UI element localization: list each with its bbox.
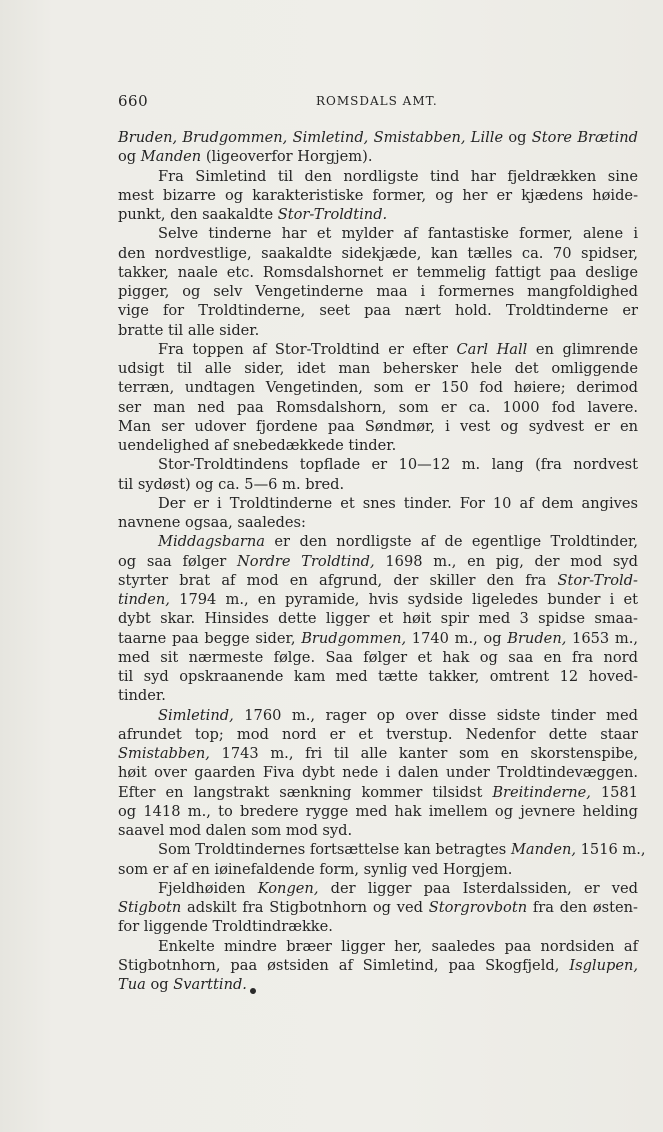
text-line: [118, 609, 638, 628]
text-line: [118, 205, 638, 224]
text-line: [118, 840, 646, 859]
text-segment: Man ser udover fjordene paa Søndmør, i vest og sydvest er en: [118, 417, 638, 435]
text-segment: mest bizarre og karakteristiske former, og her er kjædens høide-: [118, 186, 638, 204]
text-segment: adskilt fra Stigbotnhorn og ved: [181, 899, 429, 916]
body-text: [118, 128, 646, 994]
text-line: [118, 917, 638, 936]
text-segment: til syd opskraanende kam med tætte takker, omtrent 12 hoved-: [118, 668, 638, 685]
text-segment: for liggende Troldtindrække.: [118, 918, 333, 936]
text-segment: udsigt til alle sider, idet man behersker hele det omliggende: [118, 360, 638, 377]
text-segment: Fra toppen af Stor-Troldtind er efter: [158, 340, 457, 358]
text-line: [118, 802, 638, 821]
italic-text: Brudgommen,: [301, 629, 407, 647]
text-segment: Stor-Troldtindens topflade er 10—12 m. lang (fra nordvest: [158, 456, 638, 474]
text-segment: og: [145, 976, 174, 993]
text-line: [118, 956, 638, 975]
text-segment: (ligeoverfor Horgjem).: [201, 148, 373, 166]
text-segment: navnene ogsaa, saaledes:: [118, 514, 306, 531]
italic-text: Nordre Troldtind,: [237, 552, 375, 570]
italic-text: Storgrovbotn: [428, 899, 528, 916]
text-segment: 1698 m., en pig, der mod syd: [374, 552, 639, 570]
text-segment: taarne paa begge sider,: [118, 629, 302, 647]
italic-text: Stor-Troldtind.: [277, 206, 388, 223]
text-line: [118, 879, 638, 898]
text-line: [118, 725, 638, 744]
end-mark: [250, 988, 256, 994]
italic-text: Kongen,: [257, 879, 319, 897]
text-segment: Efter en langstrakt sænkning kommer tilsidst: [118, 783, 493, 801]
text-line: [118, 224, 638, 243]
text-segment: Stigbotnhorn, paa østsiden af Simletind, paa Skogfjeld,: [118, 956, 570, 974]
text-segment: afrundet top; mod nord er et tverstup. Nedenfor dette staar: [118, 725, 638, 743]
text-line: [118, 571, 638, 590]
italic-text: Tua: [118, 976, 146, 993]
text-segment: 1653 m.,: [566, 629, 638, 647]
text-segment: Enkelte mindre bræer ligger her, saaledes paa nordsiden af: [158, 937, 638, 955]
text-line: [118, 147, 638, 166]
text-segment: pigger, og selv Vengetinderne maa i formernes mangfoldighed: [118, 283, 638, 300]
text-segment: takker, naale etc. Romsdalshornet er temmelig fattigt paa deslige: [118, 263, 638, 281]
text-line: [118, 494, 638, 513]
text-line: [118, 975, 638, 994]
text-segment: høit over gaarden Fiva dybt nede i dalen under Troldtindevæggen.: [118, 764, 638, 782]
text-segment: Som Troldtindernes fortsættelse kan betragtes: [158, 841, 511, 859]
text-segment: bratte til alle sider.: [118, 321, 260, 339]
text-segment: 1760 m., rager op over disse sidste tinder med: [233, 706, 638, 724]
text-segment: fra den østen-: [527, 899, 638, 916]
text-line: [118, 282, 638, 301]
text-line: [118, 744, 638, 763]
text-line: [118, 359, 638, 378]
text-segment: 1516 m.,: [576, 841, 646, 859]
text-line: [118, 436, 638, 455]
italic-text: tinden,: [118, 591, 170, 608]
text-segment: den nordvestlige, saakaldte sidekjæde, kan tælles ca. 70 spidser,: [118, 244, 638, 262]
text-segment: 1743 m., fri til alle kanter som en skorstenspibe,: [209, 745, 638, 762]
italic-text: Stor-Trold-: [557, 571, 638, 589]
page-header: [118, 92, 640, 112]
italic-text: Store Brætind: [531, 129, 639, 146]
text-line: [118, 513, 638, 532]
text-line: [118, 629, 638, 648]
text-line: [118, 167, 638, 186]
text-segment: Fra Simletind til den nordligste tind har fjeldrækken sine: [158, 167, 638, 185]
text-line: [118, 340, 638, 359]
text-line: [118, 706, 638, 725]
italic-text: Bruden, Brudgommen, Simletind, Smistabben, Lille: [118, 129, 504, 146]
text-line: [118, 398, 638, 417]
text-segment: vige for Troldtinderne, seet paa nært hold. Troldtinderne er: [118, 302, 638, 320]
text-line: [118, 186, 638, 205]
text-line: [118, 532, 638, 551]
italic-text: Manden: [140, 148, 202, 166]
text-segment: tinder.: [118, 687, 166, 705]
text-segment: med sit nærmeste følge. Saa følger et hak og saa en fra nord: [118, 648, 638, 666]
text-segment: ser man ned paa Romsdalshorn, som er ca. 1000 fod lavere.: [118, 398, 638, 416]
text-segment: er den nordligste af de egentlige Troldtinder,: [264, 533, 638, 551]
text-segment: og saa følger: [118, 552, 238, 570]
italic-text: Bruden,: [507, 629, 567, 647]
page-number: 660: [118, 92, 149, 110]
text-segment: en glimrende: [527, 340, 638, 358]
text-segment: 1794 m., en pyramide, hvis sydside ligeledes bunder i et: [169, 591, 638, 608]
text-segment: Der er i Troldtinderne et snes tinder. For 10 af dem angives: [158, 494, 638, 512]
text-segment: og: [503, 129, 532, 146]
italic-text: Svarttind.: [173, 976, 247, 993]
italic-text: Stigbotn: [118, 899, 182, 916]
text-line: [118, 898, 638, 917]
text-line: [118, 667, 638, 686]
text-line: [118, 686, 638, 705]
running-head: ROMSDALS AMT.: [316, 94, 438, 108]
text-line: [118, 301, 638, 320]
italic-text: Middagsbarna: [158, 533, 265, 551]
text-segment: til sydøst) og ca. 5—6 m. bred.: [118, 475, 345, 493]
text-segment: styrter brat af mod en afgrund, der skiller den fra: [118, 571, 558, 589]
text-line: [118, 763, 638, 782]
text-line: [118, 590, 638, 609]
text-segment: Fjeldhøiden: [158, 879, 258, 897]
text-segment: punkt, den saakaldte: [118, 206, 278, 223]
text-line: [118, 263, 638, 282]
text-segment: der ligger paa Isterdalssiden, er ved: [318, 879, 639, 897]
text-line: [118, 783, 638, 802]
text-segment: Selve tinderne har et mylder af fantastiske former, alene i: [158, 225, 638, 243]
text-line: [118, 128, 638, 147]
italic-text: Breitinderne,: [492, 783, 591, 801]
text-line: [118, 821, 638, 840]
italic-text: Manden,: [510, 841, 576, 859]
text-line: [118, 937, 638, 956]
text-segment: og: [118, 148, 141, 166]
text-line: [118, 860, 638, 879]
text-line: [118, 417, 638, 436]
text-segment: som er af en iøinefaldende form, synlig ved Horgjem.: [118, 860, 513, 878]
text-segment: dybt skar. Hinsides dette ligger et høit spir med 3 spidse smaa-: [118, 610, 638, 628]
text-segment: 1581: [590, 783, 638, 801]
italic-text: Isglupen,: [569, 956, 638, 974]
italic-text: Smistabben,: [118, 745, 210, 762]
text-segment: og 1418 m., to bredere rygge med hak imellem og jevnere helding: [118, 802, 638, 820]
text-line: [118, 648, 638, 667]
text-segment: uendelighed af snebedækkede tinder.: [118, 437, 397, 454]
text-segment: saavel mod dalen som mod syd.: [118, 822, 353, 839]
text-segment: terræn, undtagen Vengetinden, som er 150 fod høiere; derimod: [118, 379, 638, 397]
text-line: [118, 475, 638, 494]
text-line: [118, 378, 638, 397]
text-line: [118, 552, 638, 571]
text-line: [118, 244, 638, 263]
text-segment: 1740 m., og: [406, 629, 508, 647]
italic-text: Simletind,: [158, 706, 234, 724]
text-line: [118, 455, 638, 474]
text-line: [118, 321, 638, 340]
italic-text: Carl Hall: [456, 340, 528, 358]
